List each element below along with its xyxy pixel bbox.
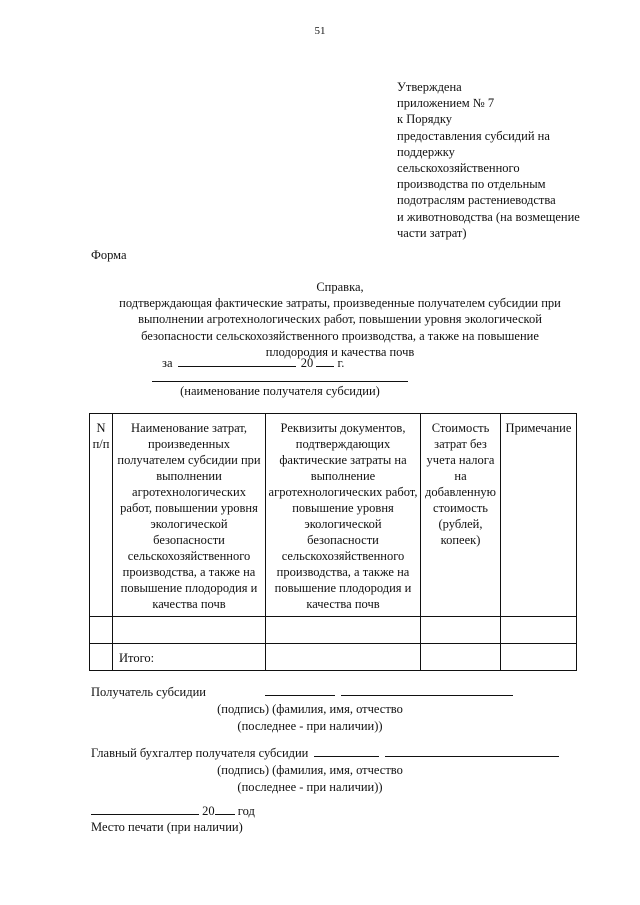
table-cell — [90, 644, 113, 671]
recipient-name-line[interactable] — [341, 684, 513, 696]
approval-line: сельскохозяйственного — [397, 161, 520, 176]
period-year-suffix: г. — [337, 356, 345, 370]
approval-line: и животноводства (на возмещение — [397, 209, 580, 224]
accountant-signature-label: Главный бухгалтер получателя субсидии — [91, 746, 309, 760]
form-label: Форма — [91, 248, 127, 262]
period-prefix: за — [162, 356, 173, 370]
accountant-signature-caption: (последнее - при наличии)) — [237, 780, 383, 794]
title-line: подтверждающая фактические затраты, произведенные получателем субсидии при — [119, 296, 561, 311]
total-row — [90, 644, 577, 671]
date-blank[interactable] — [91, 803, 199, 815]
recipient-name-caption: (наименование получателя субсидии) — [152, 381, 408, 399]
stamp-label: Место печати (при наличии) — [91, 820, 243, 834]
header-cost-name: Наименование затрат, произведенных получателем субсидии при выполнении агротехнологических работ, повышении уровня экологической безопасности сельскохозяйственного производства, а также на повышение плодородия и качества почв — [113, 414, 266, 617]
approval-block — [397, 79, 612, 241]
accountant-signature-block — [91, 745, 559, 796]
table-cell[interactable] — [266, 644, 421, 671]
title-heading: Справка, — [316, 280, 364, 294]
date-year-prefix: 20 — [202, 804, 215, 818]
costs-table — [89, 413, 577, 671]
title-line: безопасности сельскохозяйственного производства, а также на повышение — [141, 328, 539, 343]
period-year-prefix: 20 — [300, 356, 314, 370]
header-note: Примечание — [501, 414, 577, 617]
table-cell[interactable] — [501, 617, 577, 644]
table-cell[interactable] — [501, 644, 577, 671]
period-blank[interactable] — [178, 355, 296, 367]
title-line: выполнении агротехнологических работ, повышении уровня экологической — [138, 312, 542, 327]
total-label: Итого: — [113, 644, 266, 671]
approval-line: поддержку — [397, 144, 455, 159]
recipient-signature-label: Получатель субсидии — [91, 685, 206, 699]
recipient-signature-caption: (последнее - при наличии)) — [237, 719, 383, 733]
table-cell[interactable] — [113, 617, 266, 644]
header-number: N п/п — [90, 414, 113, 617]
recipient-signature-line[interactable] — [265, 684, 335, 696]
date-line — [91, 803, 255, 819]
recipient-name-field[interactable] — [152, 369, 408, 399]
header-document-details: Реквизиты документов, подтверждающих фактические затраты на выполнение агротехнологических работ, повышение уровня экологической безопасности сельскохозяйственного производства, а также на повышение плодородия и качества почв — [266, 414, 421, 617]
header-cost-amount: Стоимость затрат без учета налога на добавленную стоимость (рублей, копеек) — [421, 414, 501, 617]
approval-line: к Порядку — [397, 112, 452, 127]
recipient-signature-caption: (подпись) (фамилия, имя, отчество — [217, 702, 403, 716]
accountant-signature-caption: (подпись) (фамилия, имя, отчество — [217, 763, 403, 777]
table-cell[interactable] — [266, 617, 421, 644]
approval-line: части затрат) — [397, 225, 467, 240]
title-line: плодородия и качества почв — [265, 344, 415, 359]
period-year-blank[interactable] — [316, 355, 334, 367]
total-amount-cell[interactable] — [421, 644, 501, 671]
approval-line: производства по отдельным — [397, 177, 546, 192]
table-row — [90, 617, 577, 644]
page-number: 51 — [314, 25, 326, 37]
approval-line: предоставления субсидий на — [397, 128, 550, 143]
date-year-suffix: год — [237, 804, 255, 818]
table-cell[interactable] — [421, 617, 501, 644]
accountant-name-line[interactable] — [385, 745, 559, 757]
recipient-signature-block — [91, 684, 513, 735]
table-header-row — [90, 414, 577, 617]
table-cell[interactable] — [90, 617, 113, 644]
approval-line: Утверждена — [397, 80, 462, 94]
approval-line: подотраслям растениеводства — [397, 193, 556, 208]
date-year-blank[interactable] — [215, 803, 235, 815]
approval-line: приложением № 7 — [397, 96, 495, 111]
document-title — [60, 279, 620, 360]
accountant-signature-line[interactable] — [314, 745, 379, 757]
